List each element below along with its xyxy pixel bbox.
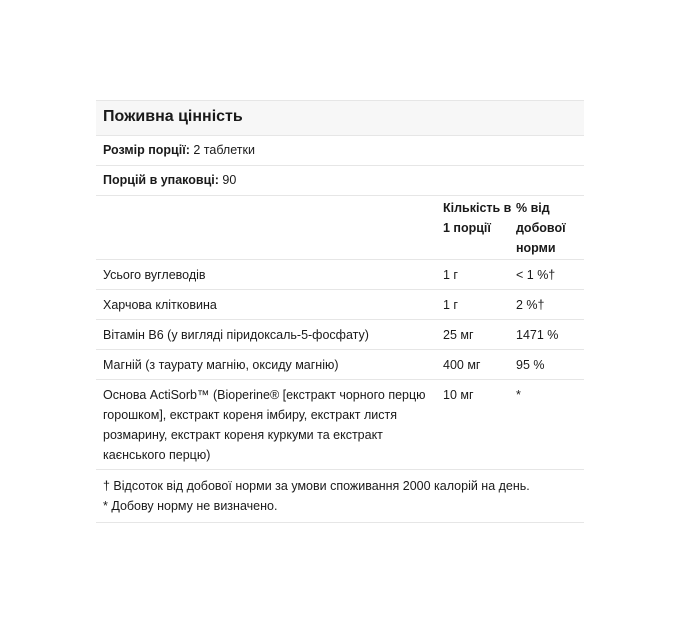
nutrient-dv: 95 % [516,350,584,380]
servings-value: 90 [222,173,237,187]
footnote-asterisk: * Добову норму не визначено. [103,499,278,513]
nutrient-amount: 400 мг [443,350,516,380]
serving-size-value: 2 таблетки [193,143,255,157]
nutrient-dv: * [516,380,584,470]
header-amount: Кількість в 1 порції [443,196,516,260]
nutrient-name: Усього вуглеводів [96,260,443,290]
nutrient-dv: < 1 %† [516,260,584,290]
panel-title: Поживна цінність [96,100,584,136]
nutrient-amount: 10 мг [443,380,516,470]
nutrition-facts-panel [96,100,584,523]
nutrient-dv: 1471 % [516,320,584,350]
nutrient-name: Магній (з таурату магнію, оксиду магнію) [96,350,443,380]
nutrients-table [96,196,584,470]
nutrient-amount: 1 г [443,290,516,320]
table-row [96,350,584,380]
footnote-dagger: † Відсоток від добової норми за умови споживання 2000 калорій на день. [103,479,530,493]
nutrient-amount: 1 г [443,260,516,290]
nutrient-name: Харчова клітковина [96,290,443,320]
nutrient-name: Основа ActiSorb™ (Bioperine® [екстракт чорного перцю горошком], екстракт кореня імбиру, екстракт листя розмарину, екстракт кореня куркуми та екстракт каєнського перцю) [96,380,443,470]
table-row [96,290,584,320]
servings-label: Порцій в упаковці: [103,173,219,187]
nutrient-name: Вітамін B6 (у вигляді піридоксаль-5-фосфату) [96,320,443,350]
table-row [96,380,584,470]
table-row [96,320,584,350]
table-row [96,260,584,290]
servings-per-container-row [96,166,584,196]
serving-size-row [96,136,584,166]
serving-size-label: Розмір порції: [103,143,190,157]
footnotes [96,470,584,523]
table-header-row [96,196,584,260]
nutrient-dv: 2 %† [516,290,584,320]
nutrient-amount: 25 мг [443,320,516,350]
header-daily-value: % від добової норми [516,196,584,260]
